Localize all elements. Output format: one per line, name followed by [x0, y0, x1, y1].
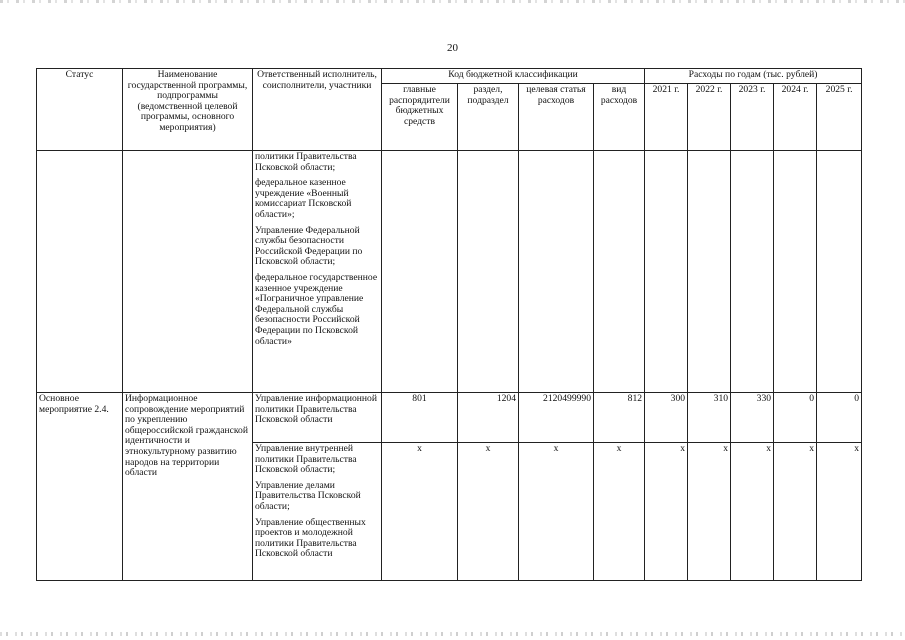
cell-empty [731, 151, 774, 393]
scan-edge-top [0, 0, 905, 3]
header-responsible: Ответственный исполнитель, соисполнители, участники [253, 69, 382, 151]
cell-mark-section: х [458, 443, 519, 581]
header-section: раздел, подраздел [458, 84, 519, 151]
header-row-1 [37, 69, 862, 84]
header-year-2022: 2022 г. [688, 84, 731, 151]
cell-measure-responsible: Управление информационной политики Правительства Псковской области [253, 393, 382, 443]
cell-mark-2023: х [731, 443, 774, 581]
header-year-2023: 2023 г. [731, 84, 774, 151]
cell-empty [688, 151, 731, 393]
participant-item: Управление внутренней политики Правительства Псковской области; [255, 443, 357, 476]
header-grbs: главные распорядители бюджетных средств [382, 84, 458, 151]
participant-item: Управление делами Правительства Псковской области; [255, 479, 361, 512]
participant-item: федеральное казенное учреждение «Военный комиссариат Псковской области»; [255, 177, 352, 220]
scan-edge-bottom [0, 632, 905, 636]
cell-2022-value: 310 [688, 393, 731, 443]
header-status: Статус [37, 69, 123, 151]
budget-table [36, 68, 862, 581]
participant-item: федеральное государственное казенное учреждение «Пограничное управление Федеральной службы безопасности Российской Федерации по Псковской области» [255, 271, 378, 347]
cell-name-empty [123, 151, 253, 393]
cell-2021-value: 300 [645, 393, 688, 443]
cell-empty [382, 151, 458, 393]
header-year-2021: 2021 г. [645, 84, 688, 151]
cell-mark-2022: х [688, 443, 731, 581]
cell-mark-grbs: х [382, 443, 458, 581]
header-budget-code: Код бюджетной классификации [382, 69, 645, 84]
table-row-measure [37, 393, 862, 443]
cell-empty [645, 151, 688, 393]
header-year-2024: 2024 г. [774, 84, 817, 151]
cell-mark-2025: х [817, 443, 862, 581]
cell-measure-status: Основное мероприятие 2.4. [37, 393, 123, 581]
cell-mark-2024: х [774, 443, 817, 581]
header-year-2025: 2025 г. [817, 84, 862, 151]
cell-2024-value: 0 [774, 393, 817, 443]
page-number: 20 [447, 42, 458, 54]
participant-item: Управление Федеральной службы безопасности Российской Федерации по Псковской области; [255, 224, 363, 268]
cell-empty [774, 151, 817, 393]
cell-participants [253, 443, 382, 581]
cell-grbs-value: 801 [382, 393, 458, 443]
cell-mark-2021: х [645, 443, 688, 581]
cell-type-value: 812 [594, 393, 645, 443]
cell-participants-continued [253, 151, 382, 393]
cell-section-value: 1204 [458, 393, 519, 443]
header-target: целевая статья расходов [519, 84, 594, 151]
header-type: вид расходов [594, 84, 645, 151]
cell-measure-name: Информационное сопровождение мероприятий по укреплению общероссийской гражданской идентичности и этнокультурному развитию народов на территории области [123, 393, 253, 581]
participant-item: политики Правительства Псковской области; [255, 151, 357, 173]
cell-mark-type: х [594, 443, 645, 581]
cell-2023-value: 330 [731, 393, 774, 443]
header-name: Наименование государственной программы, подпрограммы (ведомственной целевой программы, основного мероприятия) [123, 69, 253, 151]
cell-status-empty [37, 151, 123, 393]
table-row-continuation [37, 151, 862, 393]
cell-empty [458, 151, 519, 393]
cell-empty [817, 151, 862, 393]
cell-empty [594, 151, 645, 393]
header-expenses: Расходы по годам (тыс. рублей) [645, 69, 862, 84]
cell-target-value: 2120499990 [519, 393, 594, 443]
participant-item: Управление общественных проектов и молодежной политики Правительства Псковской области [255, 516, 366, 560]
cell-2025-value: 0 [817, 393, 862, 443]
cell-empty [519, 151, 594, 393]
cell-mark-target: х [519, 443, 594, 581]
